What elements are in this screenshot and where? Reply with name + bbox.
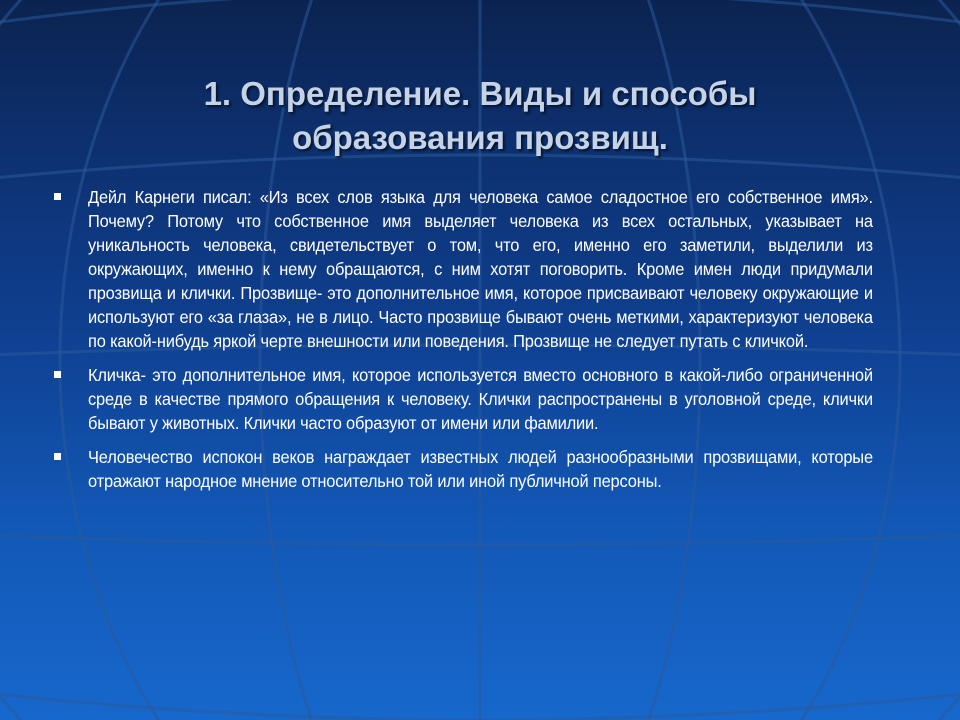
slide-title-line-2: образования прозвищ. bbox=[292, 119, 668, 157]
bullet-list bbox=[54, 185, 872, 503]
bullet-text: Кличка- это дополнительное имя, которое используется вместо основного в какой-либо ограниченной среде в качестве прямого обращения к человеку. Клички распространены в уголовной среде, клички бывают у животных. Клички часто образуют от имени или фамилии. bbox=[88, 365, 873, 433]
slide-title-line-1: 1. Определение. Виды и способы bbox=[203, 75, 757, 113]
bullet-item bbox=[54, 363, 872, 435]
square-bullet-icon bbox=[54, 371, 61, 378]
bullet-item bbox=[54, 445, 872, 493]
bullet-text: Человечество испокон веков награждает известных людей разнообразными прозвищами, которые отражают народное мнение относительно той или иной публичной персоны. bbox=[88, 447, 873, 491]
bullet-item bbox=[54, 185, 872, 353]
slide-title bbox=[60, 72, 900, 160]
square-bullet-icon bbox=[54, 193, 61, 200]
square-bullet-icon bbox=[54, 453, 61, 460]
bullet-text: Дейл Карнеги писал: «Из всех слов языка для человека самое сладостное его собственное имя». Почему? Потому что собственное имя выделяет человека из всех остальных, указывает на уникальность человека, свидетельствует о том, что его, именно его заметили, выделили из окружающих, именно к нему обращаются, с ним хотят поговорить. Кроме имен люди придумали прозвища и клички. Прозвище- это дополнительное имя, которое присваивают человеку окружающие и используют его «за глаза», не в лицо. Часто прозвище бывают очень меткими, характеризуют человека по какой-нибудь яркой черте внешности или поведения. Прозвище не следует путать с кличкой. bbox=[88, 187, 873, 351]
